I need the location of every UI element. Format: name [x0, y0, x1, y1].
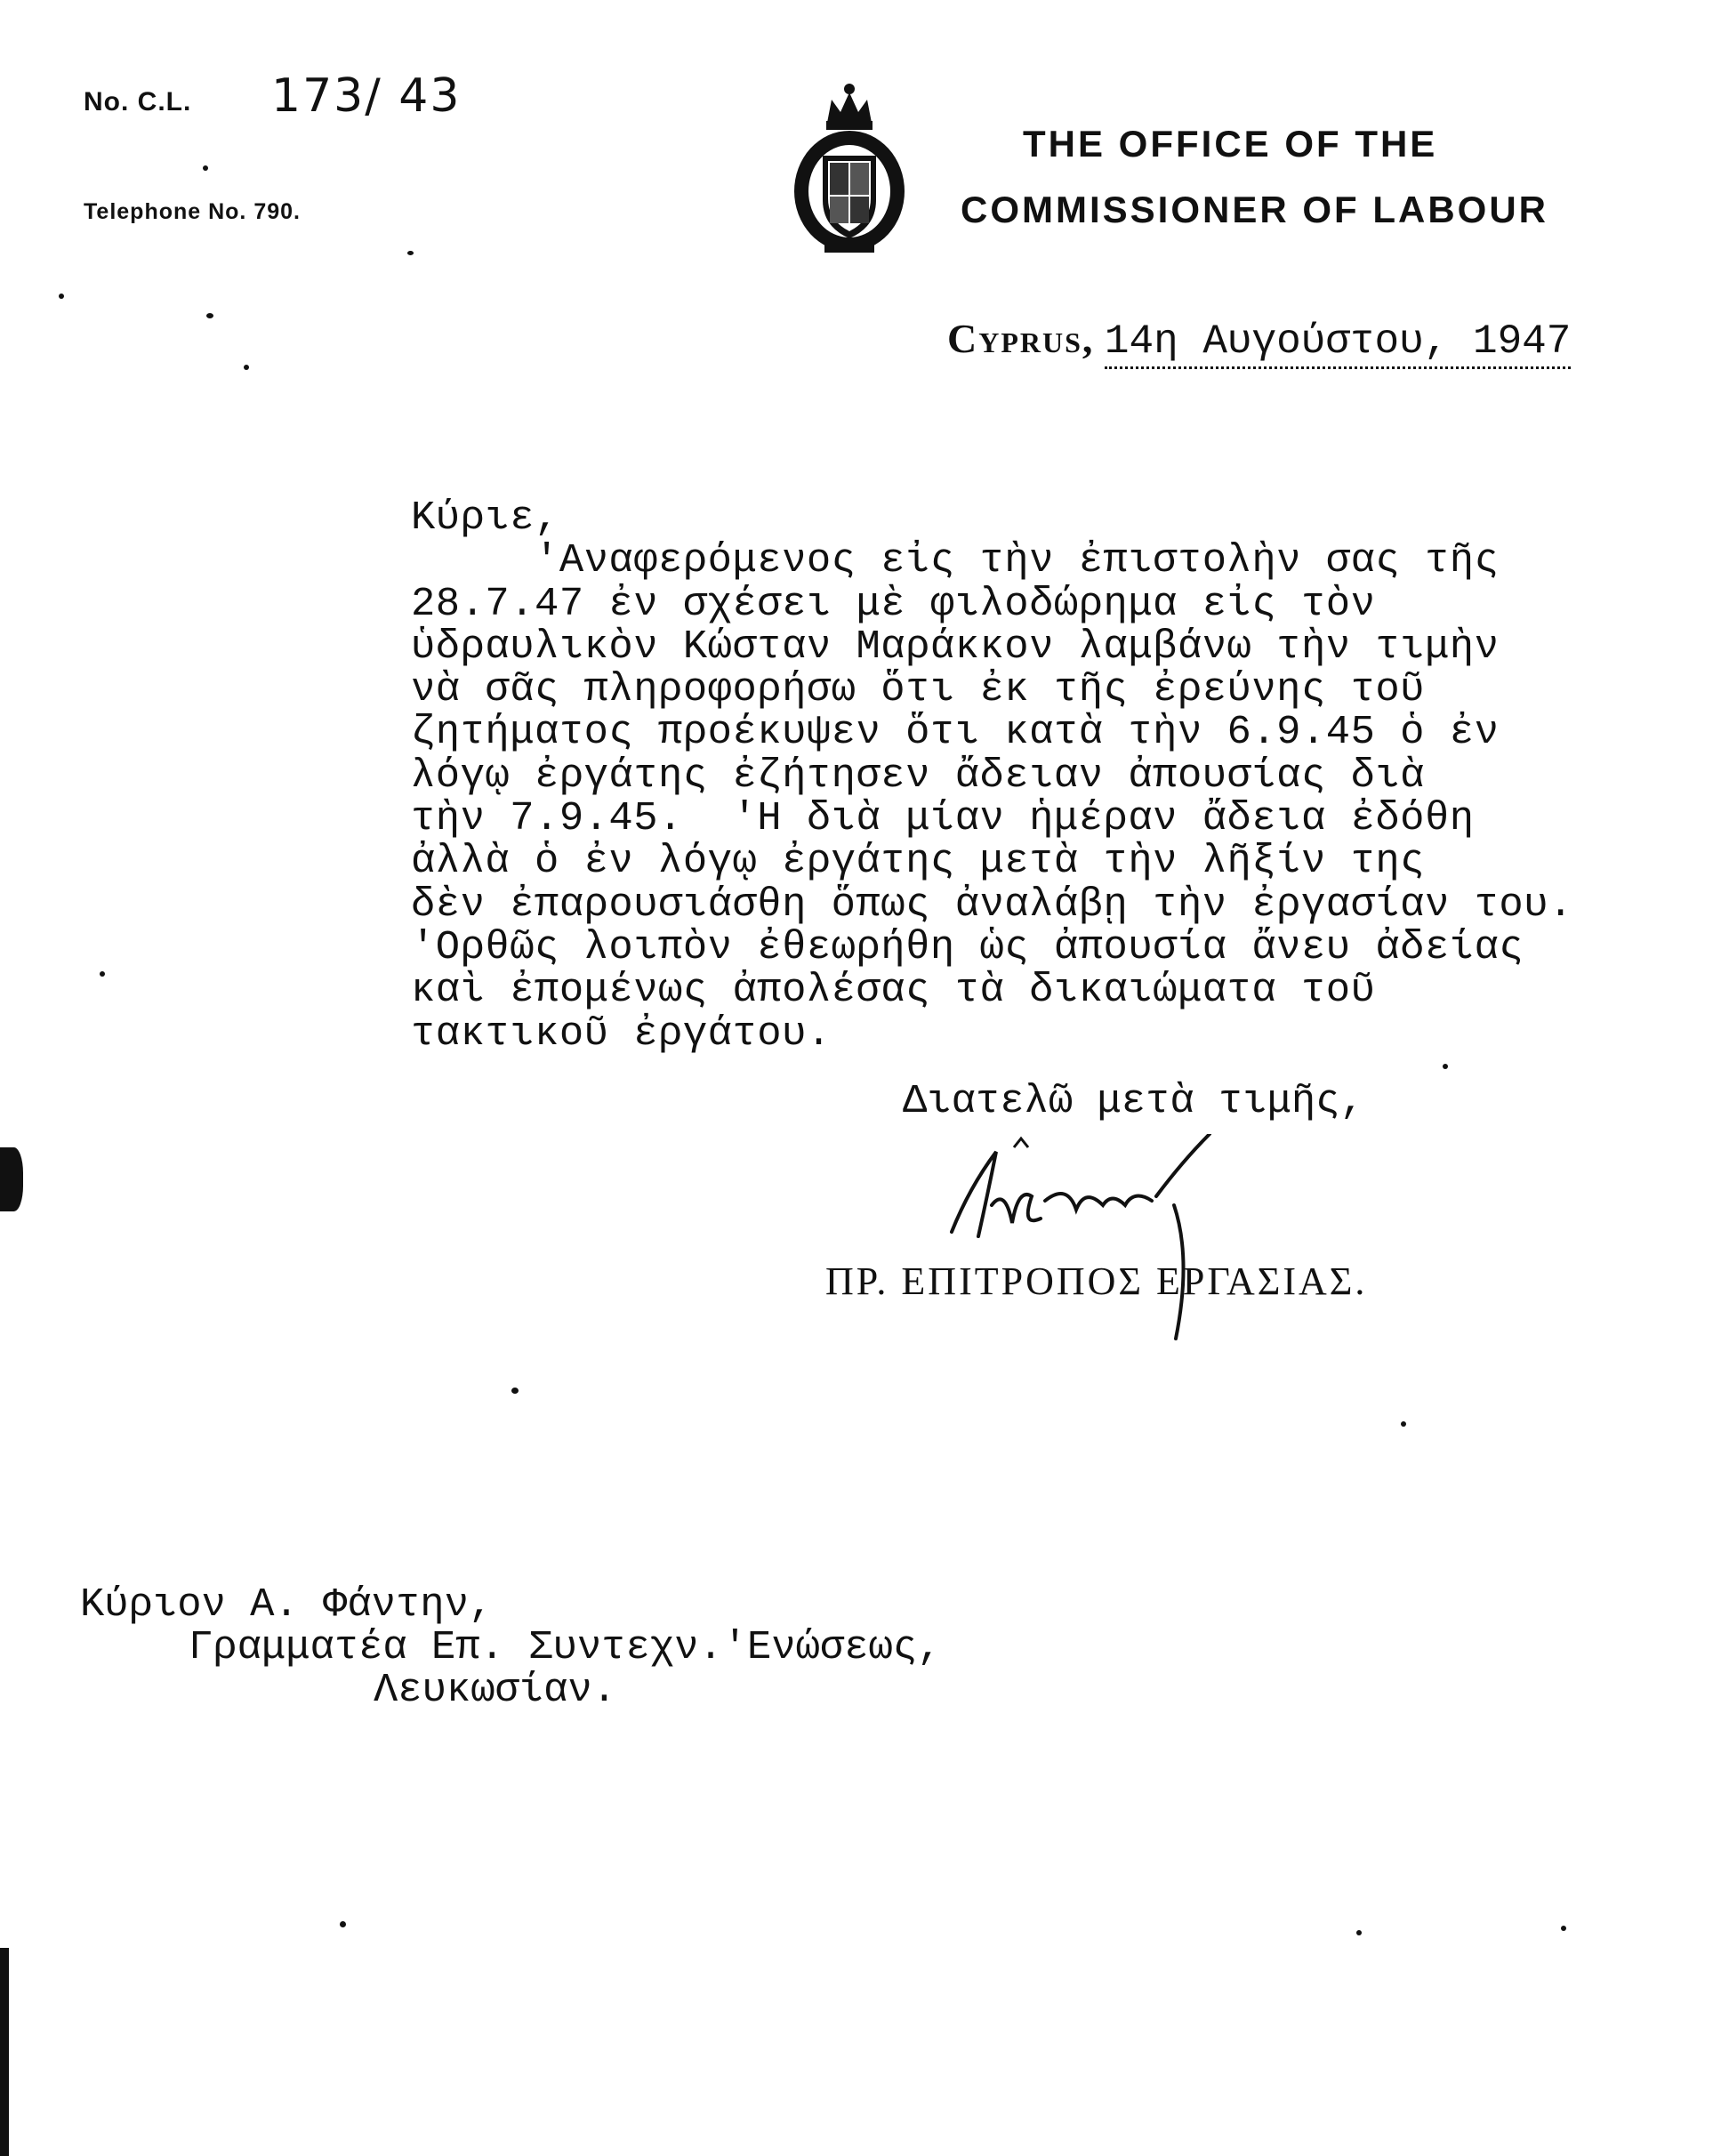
body-line: 'Αναφερόμενος εἰς τὴν ἐπιστολὴν σας τῆς — [411, 537, 1500, 584]
handwritten-signature — [943, 1134, 1299, 1348]
body-line: ζητήματος προέκυψεν ὅτι κατὰ τὴν 6.9.45 ὁ ἐν — [411, 709, 1500, 756]
scan-speck — [206, 313, 213, 318]
closing: Διατελῶ μετὰ τιμῆς, — [903, 1078, 1364, 1124]
signer-title: ΠΡ. ΕΠΙΤΡΟΠΟΣ ΕΡΓΑΣΙΑΣ. — [825, 1259, 1368, 1303]
body-line: ἀλλὰ ὁ ἐν λόγῳ ἐργάτης μετὰ τὴν λῆξίν της — [411, 838, 1425, 885]
salutation: Κύριε, — [411, 495, 559, 541]
recipient-city: Λευκωσίαν. — [374, 1667, 617, 1713]
scan-speck — [100, 971, 105, 977]
body-line: τὴν 7.9.45. 'Η διὰ μίαν ἡμέραν ἄδεια ἐδόθη — [411, 795, 1475, 842]
letter-body — [411, 496, 1692, 1055]
scan-speck — [203, 165, 208, 171]
reference-number: 173/ 43 — [271, 69, 462, 123]
royal-coat-of-arms-icon — [787, 80, 912, 258]
date-place: Cyprus, — [947, 316, 1095, 361]
scan-speck — [59, 294, 64, 299]
recipient-name: Κύριον Α. Φάντην, — [80, 1581, 494, 1628]
telephone-number: Telephone No. 790. — [84, 199, 301, 224]
recipient-position: Γραμματέα Επ. Συντεχν.'Ενώσεως, — [189, 1624, 942, 1670]
body-line: ὑδραυλικὸν Κώσταν Μαράκκον λαμβάνω τὴν τιμὴν — [411, 623, 1500, 670]
date-text: 14η Αυγούστου, 1947 — [1105, 318, 1572, 369]
scan-speck — [1401, 1421, 1406, 1427]
body-line: 28.7.47 ἐν σχέσει μὲ φιλοδώρημα εἰς τὸν — [411, 580, 1376, 627]
scan-speck — [511, 1388, 519, 1394]
scan-margin-bar — [0, 1948, 9, 2156]
scan-speck — [1561, 1926, 1566, 1931]
scan-speck — [407, 251, 414, 255]
scan-speck — [1443, 1064, 1448, 1069]
scan-speck — [340, 1921, 346, 1927]
scan-speck — [244, 365, 249, 370]
office-title-line2: COMMISSIONER OF LABOUR — [961, 189, 1548, 230]
reference-label: No. C.L. — [84, 87, 192, 117]
body-line: λόγῳ ἐργάτης ἐζήτησεν ἄδειαν ἀπουσίας διὰ — [411, 752, 1425, 799]
scan-margin-mark — [0, 1147, 23, 1211]
body-line: 'Ορθῶς λοιπὸν ἐθεωρήθη ὡς ἀπουσία ἄνευ ἀδείας — [411, 923, 1524, 970]
body-line: νὰ σᾶς πληροφορήσω ὅτι ἐκ τῆς ἐρεύνης τοῦ — [411, 666, 1425, 713]
body-line: δὲν ἐπαρουσιάσθη ὅπως ἀναλάβῃ τὴν ἐργασίαν του. — [411, 881, 1573, 928]
body-line: καὶ ἐπομένως ἀπολέσας τὰ δικαιώματα τοῦ — [411, 967, 1376, 1014]
body-line: τακτικοῦ ἐργάτου. — [411, 1010, 832, 1057]
date-line — [947, 315, 1571, 365]
office-title-line1: THE OFFICE OF THE — [1023, 123, 1438, 165]
scan-speck — [1356, 1930, 1362, 1935]
